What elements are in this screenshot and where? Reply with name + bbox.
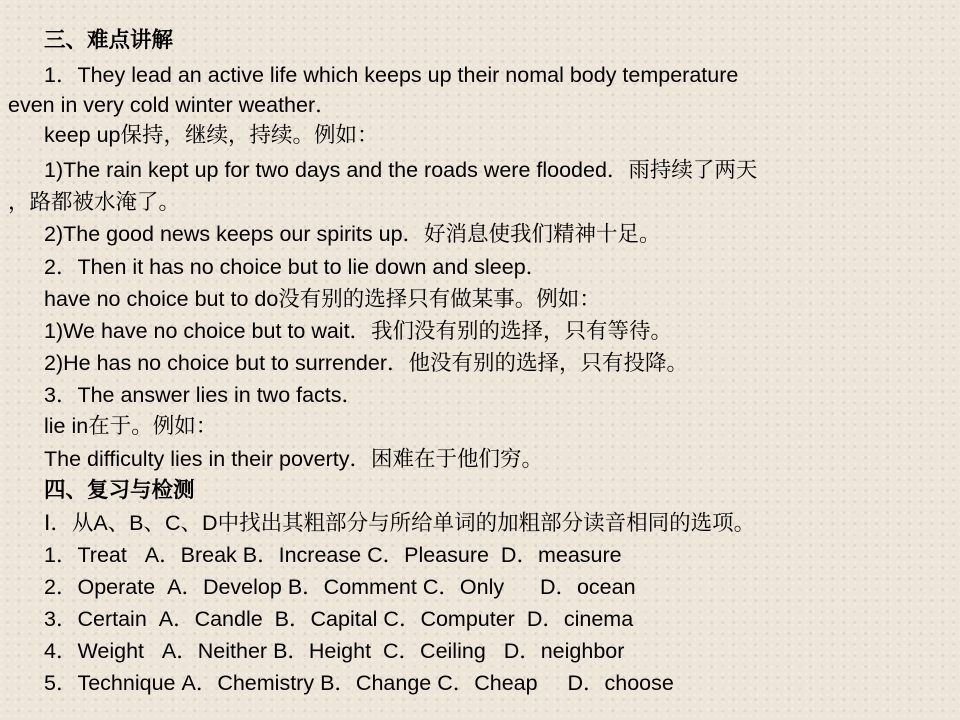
option-a: A．Develop — [167, 575, 282, 599]
option-d: D．measure — [500, 543, 622, 567]
item2-line1: 2．Then it has no choice but to lie down and sleep． — [44, 255, 548, 279]
question-row — [44, 636, 960, 666]
option-c: C．Ceiling — [383, 639, 486, 663]
option-b: B．Capital — [274, 607, 378, 631]
question-number: 5． — [44, 671, 78, 695]
option-b: B．Change — [320, 671, 432, 695]
item1-phrase: keep up保持，继续，持续。例如： — [44, 123, 379, 147]
item2-example1: 1)We have no choice but to wait．我们没有别的选择，只有等待。 — [44, 319, 673, 343]
option-c: C．Cheap — [437, 671, 538, 695]
item3-example1: The difficulty lies in their poverty．困难在于他们穷。 — [44, 447, 544, 471]
item1-example1-line2: ，路都被水淹了。 — [8, 190, 181, 214]
option-d: D．ocean — [539, 575, 636, 599]
option-a: A．Candle — [158, 607, 263, 631]
section3-title: 三、难点讲解 — [44, 28, 174, 52]
option-d: D．choose — [567, 671, 674, 695]
question-number: 2． — [44, 575, 78, 599]
item3-phrase: lie in在于。例如： — [44, 414, 218, 438]
question-row — [44, 668, 960, 698]
question-row — [44, 572, 960, 602]
option-b: B．Comment — [287, 575, 417, 599]
question-number: 3． — [44, 607, 78, 631]
option-d: D．cinema — [526, 607, 634, 631]
question-word: Treat — [77, 543, 127, 567]
item1-line2: even in very cold winter weather． — [8, 93, 337, 117]
item2-example2: 2)He has no choice but to surrender．他没有别的选择，只有投降。 — [44, 351, 689, 375]
question-number: 1． — [44, 543, 78, 567]
question-word: Technique — [77, 671, 176, 695]
question-word: Certain — [77, 607, 147, 631]
option-c: C．Only — [422, 575, 505, 599]
section4-title: 四、复习与检测 — [44, 478, 195, 502]
question-row — [44, 604, 960, 634]
question-number: 4． — [44, 639, 78, 663]
item2-phrase: have no choice but to do没有别的选择只有做某事。例如： — [44, 287, 601, 311]
item1-example1-line1: 1)The rain kept up for two days and the roads were flooded．雨持续了两天 — [44, 158, 758, 182]
option-a: A．Break — [144, 543, 237, 567]
item3-line1: 3．The answer lies in two facts． — [44, 383, 364, 407]
option-a: A．Neither — [161, 639, 268, 663]
item1-example2: 2)The good news keeps our spirits up．好消息使我们精神十足。 — [44, 222, 661, 246]
option-c: C．Computer — [383, 607, 515, 631]
option-b: B．Increase — [242, 543, 362, 567]
question-word: Weight — [77, 639, 144, 663]
option-b: B．Height — [273, 639, 372, 663]
option-d: D．neighbor — [503, 639, 625, 663]
exercise-instruction: Ⅰ．从A、B、C、D中找出其粗部分与所给单词的加粗部分读音相同的选项。 — [44, 511, 756, 535]
option-a: A．Chemistry — [181, 671, 315, 695]
item1-line1: 1．They lead an active life which keeps up their nomal body temperature — [44, 63, 739, 87]
question-row — [44, 540, 960, 570]
question-word: Operate — [77, 575, 156, 599]
option-c: C．Pleasure — [367, 543, 489, 567]
